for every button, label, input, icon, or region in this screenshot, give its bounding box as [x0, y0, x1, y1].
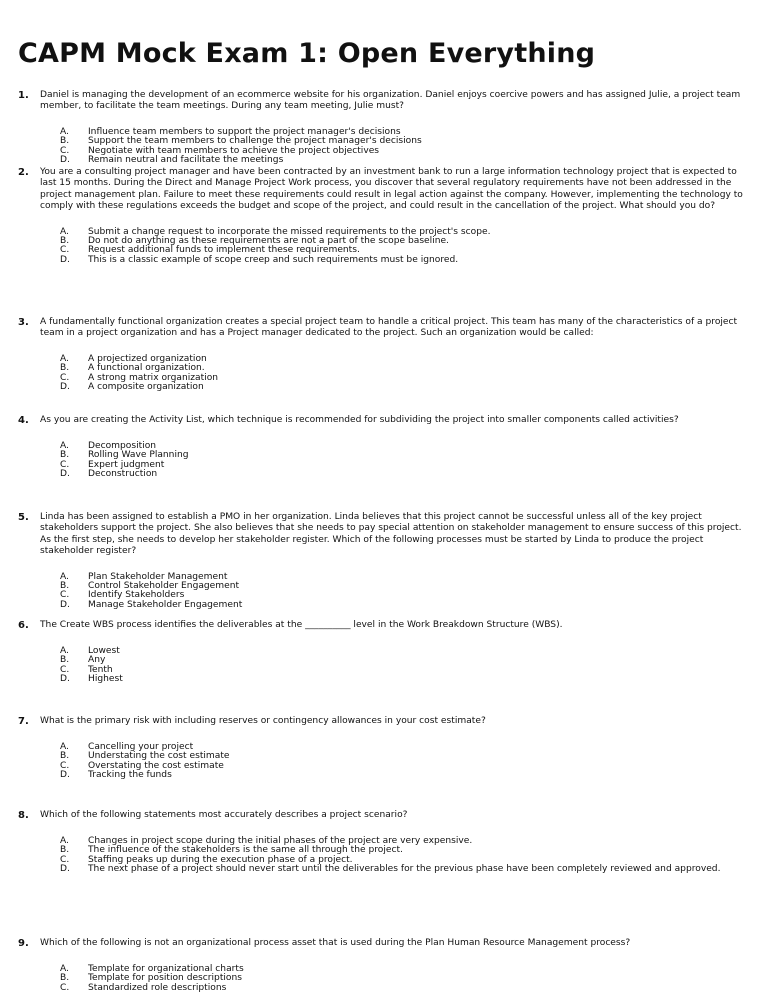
answer-option: [60, 771, 758, 780]
answer-option: [60, 451, 758, 460]
option-text: Influence team members to support the project manager's decisions: [88, 126, 401, 137]
answer-option: [60, 675, 758, 684]
option-letter: D.: [60, 674, 70, 685]
option-letter: A.: [60, 742, 69, 752]
option-text: Request additional funds to implement these requirements.: [88, 245, 360, 256]
option-text: Overstating the cost estimate: [88, 760, 224, 771]
option-letter: A.: [60, 126, 69, 137]
option-letter: C.: [60, 459, 70, 470]
option-letter: A.: [60, 353, 69, 364]
answer-option: [60, 656, 758, 665]
option-text: Highest: [88, 674, 123, 685]
question-row: [18, 810, 758, 822]
option-text: Lowest: [88, 646, 120, 656]
option-letter: A.: [60, 836, 69, 846]
question-4: [18, 415, 758, 480]
option-text: Deconstruction: [88, 469, 158, 480]
option-letter: C.: [60, 664, 70, 675]
option-letter: B.: [60, 655, 70, 666]
option-letter: A.: [60, 226, 69, 237]
answer-option: [60, 470, 758, 479]
answer-option: [60, 156, 758, 165]
option-letter: D.: [60, 770, 70, 781]
answer-options: [60, 647, 758, 685]
question-6: [18, 620, 758, 685]
question-number: 7.: [18, 716, 29, 727]
question-8: [18, 810, 758, 875]
question-text: You are a consulting project manager and have been contracted by an investment bank to run a large information technology project that is expected to last 15 months. During the Direct and Manage Project Work process, you discover that several regulatory requirements have not been addressed in the project management plan. Failure to meet these requirements could result in legal action against the company. However, implementing the technology to comply with these regulations exceeds the budget and scope of the project, and could result in the cancellation of the project. What should you do?: [40, 167, 743, 212]
answer-options: [60, 573, 758, 611]
answer-option: [60, 865, 758, 874]
question-text: Daniel is managing the development of an ecommerce website for his organization. Daniel enjoys coercive powers and has assigned Julie, a project team member, to facilitate the team meetings. During any team meeting, Julie must?: [40, 90, 741, 112]
option-text: Do not do anything as these requirements are not a part of the scope baseline.: [88, 236, 449, 247]
option-letter: D.: [60, 155, 70, 166]
option-text: Rolling Wave Planning: [88, 450, 189, 461]
option-letter: A.: [60, 571, 69, 582]
option-text: Control Stakeholder Engagement: [88, 581, 240, 592]
option-text: Understating the cost estimate: [88, 751, 230, 762]
option-letter: C.: [60, 982, 70, 993]
answer-options: [60, 442, 758, 480]
answer-options: [60, 355, 758, 393]
option-letter: C.: [60, 760, 70, 771]
question-row: [18, 167, 758, 213]
question-row: [18, 512, 758, 558]
question-row: [18, 415, 758, 427]
option-letter: D.: [60, 864, 70, 875]
option-text: A functional organization.: [88, 363, 205, 374]
option-letter: D.: [60, 599, 70, 610]
option-text: This is a classic example of scope creep and such requirements must be ignored.: [88, 254, 459, 265]
option-letter: D.: [60, 254, 70, 265]
option-text: Decomposition: [88, 441, 157, 451]
option-text: Tenth: [88, 664, 113, 675]
option-letter: B.: [60, 236, 70, 247]
option-text: Staffing peaks up during the execution phase of a project.: [88, 854, 353, 865]
option-letter: B.: [60, 845, 70, 856]
answer-options: [60, 128, 758, 166]
question-text: Which of the following is not an organizational process asset that is used during the Plan Human Resource Management process?: [40, 938, 631, 948]
question-number: 2.: [18, 167, 29, 178]
option-text: Plan Stakeholder Management: [88, 571, 228, 582]
option-text: Template for position descriptions: [88, 973, 242, 984]
option-letter: C.: [60, 590, 70, 601]
option-letter: C.: [60, 145, 70, 156]
question-row: [18, 317, 758, 340]
option-text: Changes in project scope during the initial phases of the project are very expensive.: [88, 836, 473, 846]
option-text: Manage Stakeholder Engagement: [88, 599, 243, 610]
question-text: The Create WBS process identifies the deliverables at the __________ level in the Work Breakdown Structure (WBS).: [40, 620, 563, 630]
question-2: [18, 167, 758, 265]
option-text: Cancelling your project: [88, 742, 194, 752]
question-text: Which of the following statements most accurately describes a project scenario?: [40, 810, 408, 820]
option-letter: B.: [60, 136, 70, 147]
question-5: [18, 512, 758, 610]
answer-option: [60, 647, 758, 656]
option-letter: B.: [60, 581, 70, 592]
option-text: Submit a change request to incorporate the missed requirements to the project's scope.: [88, 226, 491, 237]
question-number: 4.: [18, 415, 29, 426]
option-text: Negotiate with team members to achieve the project objectives: [88, 145, 380, 156]
question-text: A fundamentally functional organization creates a special project team to handle a critical project. This team has many of the characteristics of a project team in a project organization and has a Project manager dedicated to the project. Such an organization would be called:: [40, 317, 738, 339]
answer-option: [60, 666, 758, 675]
question-1: [18, 90, 758, 165]
option-letter: B.: [60, 363, 70, 374]
question-number: 6.: [18, 620, 29, 631]
answer-options: [60, 965, 758, 993]
option-letter: C.: [60, 245, 70, 256]
question-row: [18, 938, 758, 950]
option-letter: D.: [60, 382, 70, 393]
option-letter: C.: [60, 372, 70, 383]
question-7: [18, 716, 758, 781]
option-letter: B.: [60, 751, 70, 762]
answer-options: [60, 837, 758, 875]
question-3: [18, 317, 758, 392]
option-text: A composite organization: [88, 382, 204, 393]
question-number: 9.: [18, 938, 29, 949]
option-text: Identify Stakeholders: [88, 590, 185, 601]
answer-options: [60, 743, 758, 781]
option-letter: D.: [60, 469, 70, 480]
answer-option: [60, 383, 758, 392]
question-row: [18, 620, 758, 632]
option-text: The next phase of a project should never start until the deliverables for the previous phase have been completely reviewed and approved.: [88, 864, 721, 875]
answer-option: [60, 601, 758, 610]
answer-option: [60, 461, 758, 470]
option-text: Standardized role descriptions: [88, 982, 227, 993]
option-letter: A.: [60, 646, 69, 656]
question-number: 1.: [18, 90, 29, 101]
option-text: Tracking the funds: [88, 770, 172, 781]
answer-option: [60, 256, 758, 265]
option-letter: A.: [60, 441, 69, 451]
question-text: As you are creating the Activity List, which technique is recommended for subdividing the project into smaller components called activities?: [40, 415, 679, 425]
question-number: 3.: [18, 317, 29, 328]
answer-option: [60, 984, 758, 993]
option-text: A projectized organization: [88, 353, 207, 364]
question-9: [18, 938, 758, 993]
answer-options: [60, 228, 758, 266]
option-text: Expert judgment: [88, 459, 165, 470]
option-letter: A.: [60, 964, 69, 974]
option-text: Template for organizational charts: [88, 964, 244, 974]
question-number: 5.: [18, 512, 29, 523]
option-letter: B.: [60, 973, 70, 984]
option-text: Any: [88, 655, 106, 666]
option-text: Remain neutral and facilitate the meetings: [88, 155, 284, 166]
option-text: Support the team members to challenge the project manager's decisions: [88, 136, 422, 147]
page-title: CAPM Mock Exam 1: Open Everything: [18, 38, 596, 69]
option-text: The influence of the stakeholders is the same all through the project.: [88, 845, 403, 856]
option-letter: B.: [60, 450, 70, 461]
option-text: A strong matrix organization: [88, 372, 219, 383]
question-row: [18, 716, 758, 728]
question-row: [18, 90, 758, 113]
question-number: 8.: [18, 810, 29, 821]
option-letter: C.: [60, 854, 70, 865]
question-text: What is the primary risk with including reserves or contingency allowances in your cost estimate?: [40, 716, 486, 726]
question-text: Linda has been assigned to establish a PMO in her organization. Linda believes that this project cannot be successful unless all of the key project stakeholders support the project. She also believes that she needs to pay special attention on stakeholder management to ensure success of this project. As the first step, she needs to develop her stakeholder register. Which of the following processes must be started by Linda to produce the project stakeholder register?: [40, 512, 742, 557]
